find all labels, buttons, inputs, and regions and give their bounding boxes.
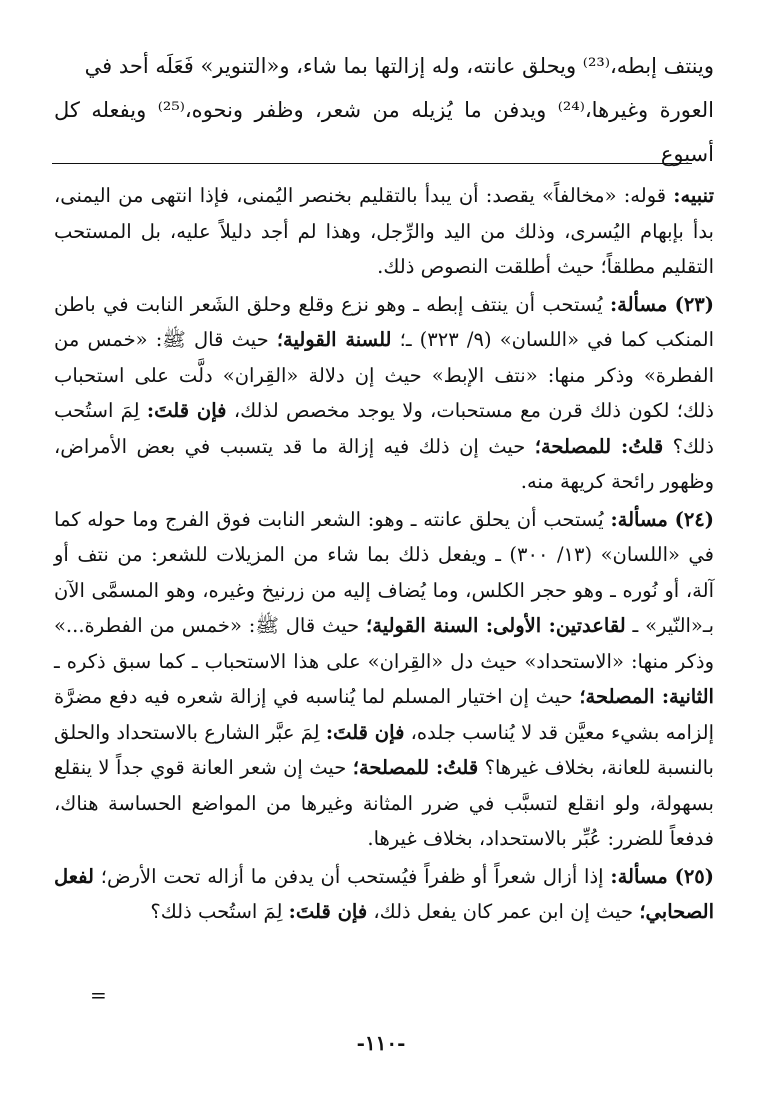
- main-text: [54, 44, 714, 176]
- footnote-text: يُستحب أن يحلق عانته ـ وهو: الشعر النابت فوق الفرج وما حوله كما في «اللسان» (١٣/ ٣٠٠) ـ ويفعل ذلك بما شاء من المزيلات للشعر: من نتف أو آلة، أو نُوره ـ وهو حجر الكلس، وما يُضاف إليه من زرنيخ وغيره، وهو المسمَّى الآن بـ«النّير» ـ: [54, 507, 714, 637]
- footnote-text: لِمَ عبَّر الشارع بالاستحداد والحلق بالنسبة للعانة، بخلاف غيرها؟: [54, 720, 714, 779]
- keyword: للسنة القولية؛: [276, 328, 392, 351]
- footnote-text: لِمَ استُحب ذلك؟: [150, 900, 289, 923]
- continuation-mark: =: [90, 983, 107, 1007]
- tanbih-label: تنبيه:: [673, 184, 714, 207]
- footnote-text: حيث قال ﷺ: «خمس من الفطرة» وذكر منها: «نتف الإبط» حيث إن دلالة «القِران» دلَّت على استحباب ذلك؛ لكون ذلك قرن مع مستحبات، ولا يوجد مخصص لذلك،: [54, 328, 714, 422]
- footnote-tanbih: [54, 178, 714, 285]
- footnote-text: حيث إن ابن عمر كان يفعل ذلك،: [367, 900, 640, 923]
- main-text-line: وينتف إبطه،⁽²³⁾ ويحلق عانته، وله إزالتها بما شاء، و«التنوير» فَعَلَه أحد في: [84, 54, 714, 78]
- footnote-divider: [52, 163, 692, 164]
- masala-label: مسألة:: [609, 292, 668, 316]
- keyword: قلتُ: للمصلحة؛: [534, 434, 664, 458]
- footnote-text: يُستحب أن ينتف إبطه ـ وهو نزع وقلع وحلق الشَعر النابت في باطن المنكب كما في «اللسان» (٩/ ٣٢٣) ـ؛: [54, 292, 714, 351]
- keyword: لفعل الصحابي؛: [54, 864, 714, 923]
- keyword: فإن قلتَ:: [325, 720, 405, 744]
- page-number: -١١٠-: [356, 1031, 406, 1055]
- keyword: فإن قلتَ:: [288, 900, 368, 923]
- keyword: الثانية: المصلحة؛: [579, 685, 714, 708]
- masala-label: مسألة:: [610, 864, 668, 888]
- footnote-number: (٢٤): [674, 507, 714, 531]
- footnote-text: حيث إن شعر العانة قوي جداً لا ينقلع بسهولة، ولو انقلع لتسبَّب في ضرر المثانة وغيرها من المواضع الحساسة هناك، فدفعاً للضرر: عُبِّر بالاستحداد، بخلاف غيرها.: [54, 756, 714, 850]
- main-text-line: العورة وغيرها،⁽²⁴⁾ ويدفن ما يُزيله من شعر، وظفر ونحوه،⁽²⁵⁾ ويفعله كل أسبوع: [54, 98, 714, 166]
- footnote-text: حيث إن اختيار المسلم لما يُناسبه في إزالة شعره فيه دفع مضرَّة إلزامه بشيء معيَّن قد لا يُناسب جلده،: [54, 685, 714, 744]
- footnote-24: [54, 502, 714, 857]
- footnotes-section: [54, 178, 714, 932]
- keyword: قلتُ: للمصلحة؛: [352, 756, 479, 779]
- footnote-text: لِمَ استُحب ذلك؟: [54, 399, 714, 458]
- keyword: لقاعدتين: الأولى: السنة القولية؛: [366, 614, 626, 637]
- masala-label: مسألة:: [610, 507, 668, 531]
- footnote-text: حيث إن ذلك فيه إزالة ما قد يتسبب في بعض الأمراض، وظهور رائحة كريهة منه.: [54, 434, 714, 493]
- footnote-text: حيث قال ﷺ: «خمس من الفطرة...» وذكر منها: «الاستحداد» حيث دل «القِران» على هذا الاستحباب ـ كما سبق ذكره ـ: [54, 614, 714, 673]
- footnote-number: (٢٣): [674, 292, 714, 316]
- footnote-23: [54, 287, 714, 500]
- tanbih-text: قوله: «مخالفاً» يقصد: أن يبدأ بالتقليم بخنصر اليُمنى، فإذا انتهى من اليمنى، بدأ بإبهام اليُسرى، وذلك من اليد والرِّجل، وهذا لم أجد دليلاً عليه، بل المستحب التقليم مطلقاً؛ حيث أطلقت النصوص ذلك.: [54, 184, 714, 278]
- keyword: فإن قلتَ:: [146, 399, 227, 422]
- footnote-text: إذا أزال شعراً أو ظفراً فيُستحب أن يدفن ما أزاله تحت الأرض؛: [93, 864, 611, 888]
- footnote-number: (٢٥): [674, 864, 714, 888]
- footnote-25: [54, 859, 714, 930]
